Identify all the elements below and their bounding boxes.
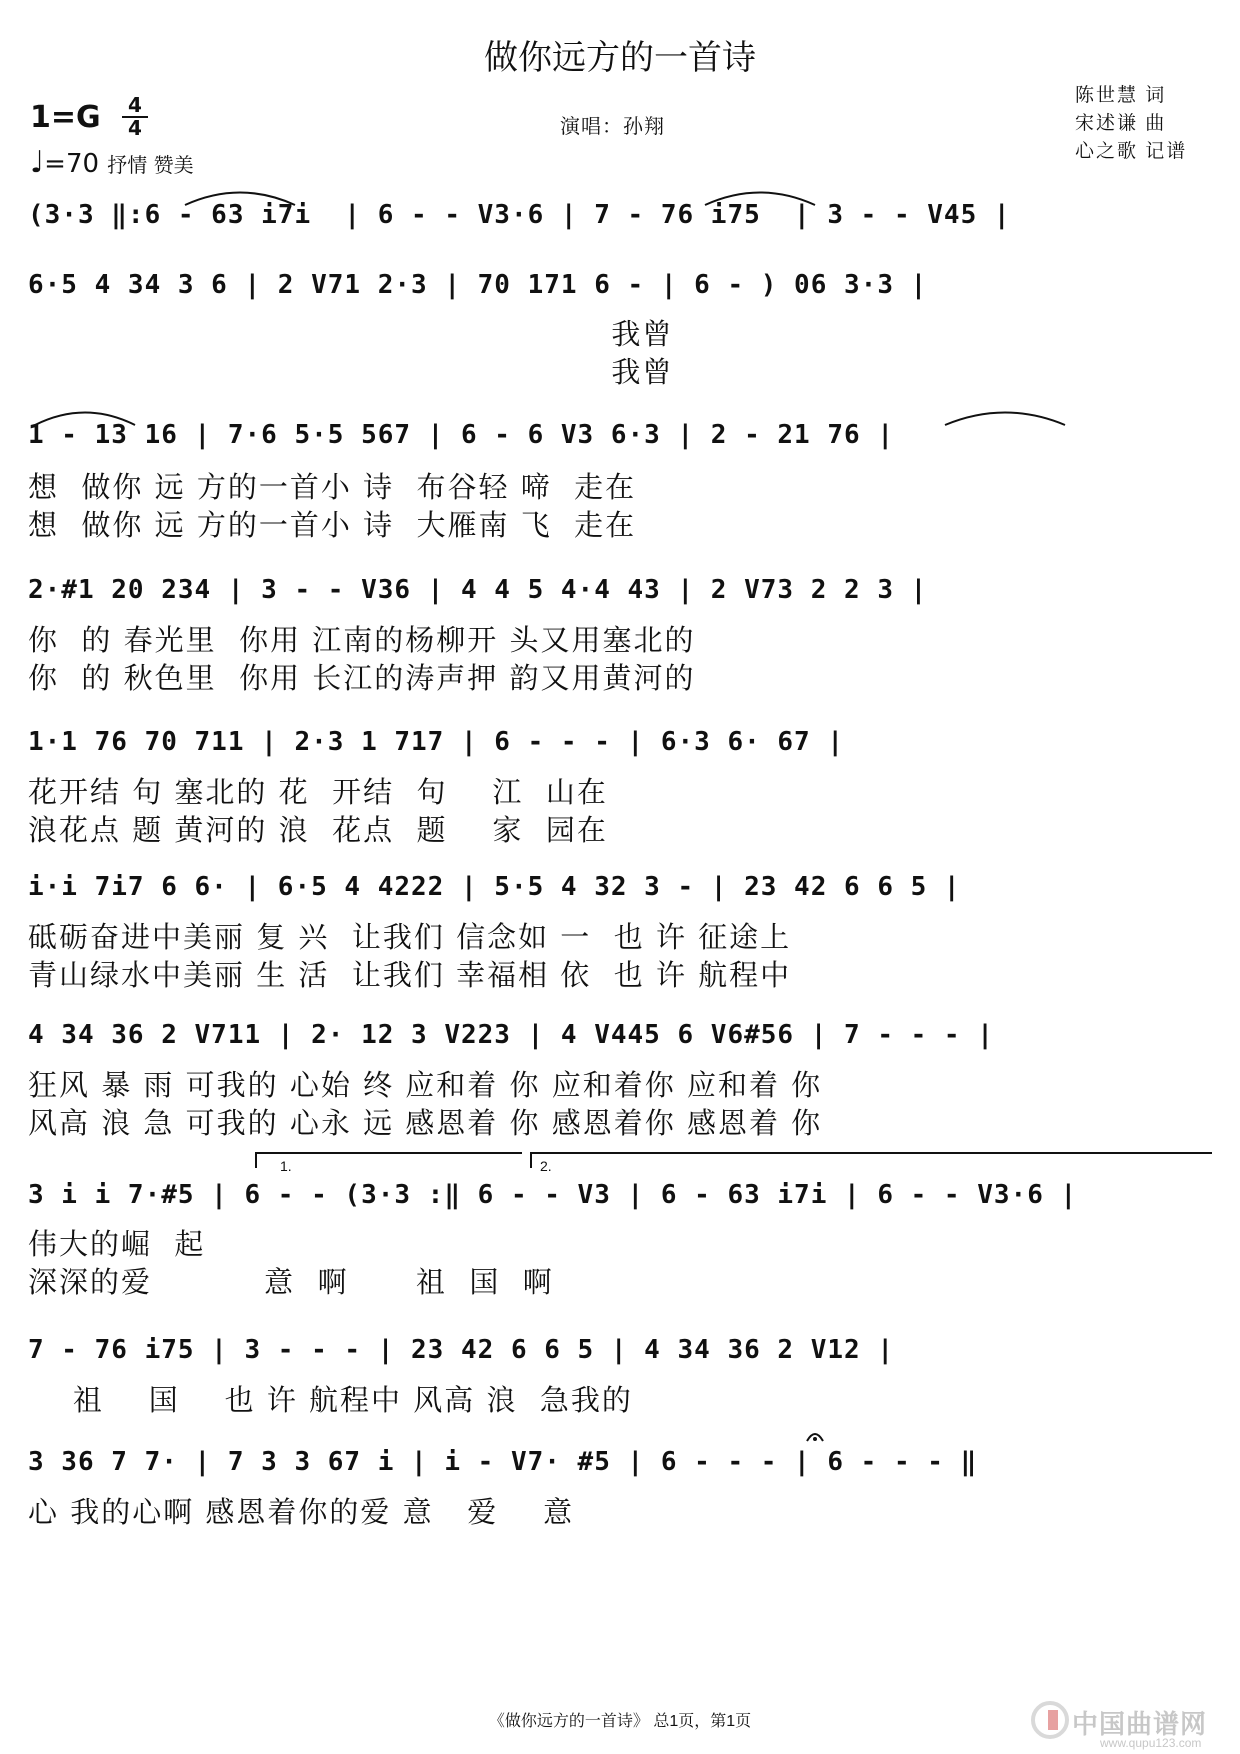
site-logo-icon — [1030, 1700, 1070, 1740]
score-row-4-lyrics-verse1: 你 的 春光里 你用 江南的杨柳开 头又用塞北的 — [28, 623, 696, 657]
time-signature-bottom: 4 — [128, 116, 142, 140]
score-row-3-lyrics-verse1: 想 做你 远 方的一首小 诗 布谷轻 啼 走在 — [28, 470, 637, 504]
lyricist-credit: 陈世慧 词 — [1075, 85, 1167, 106]
score-row-2-lyrics-verse2: 我曾 — [28, 355, 674, 389]
score-row-7-lyrics-verse1: 狂风 暴 雨 可我的 心始 终 应和着 你 应和着你 应和着 你 — [28, 1068, 823, 1102]
score-row-3-lyrics-verse2: 想 做你 远 方的一首小 诗 大雁南 飞 走在 — [28, 508, 637, 542]
time-signature-top: 4 — [128, 93, 142, 117]
volta-1-label: 1. — [280, 1158, 292, 1174]
volta-2-bracket — [530, 1152, 1212, 1168]
credits-block — [1075, 82, 1187, 166]
expression-text: 抒情 赞美 — [107, 153, 194, 177]
volta-1-bracket — [255, 1152, 522, 1168]
fermata-icon — [805, 1425, 825, 1445]
score-row-5-notes: 1·1 76 70 711 | 2·3 1 717 | 6 - - - | 6·3 6· 67 | — [28, 727, 845, 757]
volta-2-label: 2. — [540, 1158, 552, 1174]
score-row-8-lyrics-verse2: 深深的爱 意 啊 祖 国 啊 — [28, 1265, 554, 1299]
score-row-10-notes: 3 36 7 7· | 7 3 3 67 i | i - V7· #5 | 6 - - - | 6 - - - ‖ — [28, 1447, 978, 1477]
composer-credit: 宋述谦 曲 — [1075, 113, 1167, 134]
score-row-8-notes: 3 i i 7·#5 | 6 - - (3·3 :‖ 6 - - V3 | 6 - 63 i7i | 6 - - V3·6 | — [28, 1180, 1078, 1210]
score-row-4-lyrics-verse2: 你 的 秋色里 你用 长江的涛声押 韵又用黄河的 — [28, 661, 696, 695]
score-row-2-lyrics-verse1: 我曾 — [28, 317, 674, 351]
transcriber-credit: 心之歌 记谱 — [1075, 141, 1188, 162]
score-row-5-lyrics-verse1: 花开结 句 塞北的 花 开结 句 江 山在 — [28, 775, 608, 809]
score-row-6-notes: i·i 7i7 6 6· | 6·5 4 4222 | 5·5 4 32 3 - | 23 42 6 6 5 | — [28, 872, 961, 902]
score-row-4-notes: 2·#1 20 234 | 3 - - V36 | 4 4 5 4·4 43 | 2 V73 2 2 3 | — [28, 575, 928, 605]
quarter-note-icon: ♩ — [30, 145, 45, 180]
score-row-3-notes: 1 - 13 16 | 7·6 5·5 567 | 6 - 6 V3 6·3 | 2 - 21 76 | — [28, 420, 894, 450]
score-row-1-notes: (3·3 ‖:6 - 63 i7i | 6 - - V3·6 | 7 - 76 i75 | 3 - - V45 | — [28, 200, 1011, 230]
score-row-9-lyrics-verse1: 祖 国 也 许 航程中 风高 浪 急我的 — [28, 1383, 633, 1417]
score-row-2-notes: 6·5 4 34 3 6 | 2 V71 2·3 | 70 171 6 - | 6 - ) 06 3·3 | — [28, 270, 928, 300]
watermark-url: www.qupu123.com — [1100, 1736, 1202, 1750]
score-row-8-lyrics-verse1: 伟大的崛 起 — [28, 1227, 206, 1261]
song-title: 做你远方的一首诗 — [484, 39, 756, 77]
time-signature — [122, 93, 148, 140]
score-row-9-notes: 7 - 76 i75 | 3 - - - | 23 42 6 6 5 | 4 34 36 2 V12 | — [28, 1335, 894, 1365]
page-footer: 《做你远方的一首诗》 总1页，第1页 — [488, 1713, 752, 1730]
slur-mark — [700, 180, 820, 210]
slur-mark — [30, 400, 140, 430]
score-row-7-lyrics-verse2: 风高 浪 急 可我的 心永 远 感恩着 你 感恩着你 感恩着 你 — [28, 1106, 823, 1140]
slur-mark — [940, 400, 1070, 430]
score-row-7-notes: 4 34 36 2 V711 | 2· 12 3 V223 | 4 V445 6 V6#56 | 7 - - - | — [28, 1020, 994, 1050]
tempo-value: =70 — [44, 149, 100, 179]
score-row-10-lyrics-verse1: 心 我的心啊 感恩着你的爱 意 爱 意 — [28, 1495, 575, 1529]
score-row-6-lyrics-verse2: 青山绿水中美丽 生 活 让我们 幸福相 依 也 许 航程中 — [28, 958, 792, 992]
tempo-marking — [30, 145, 194, 180]
key-signature: 1=G — [30, 100, 101, 135]
singer-credit: 演唱：孙翔 — [560, 116, 665, 138]
slur-mark — [180, 180, 300, 210]
watermark-text: 中国曲谱网 — [1072, 1709, 1208, 1739]
score-row-5-lyrics-verse2: 浪花点 题 黄河的 浪 花点 题 家 园在 — [28, 813, 608, 847]
score-row-6-lyrics-verse1: 砥砺奋进中美丽 复 兴 让我们 信念如 一 也 许 征途上 — [28, 920, 792, 954]
